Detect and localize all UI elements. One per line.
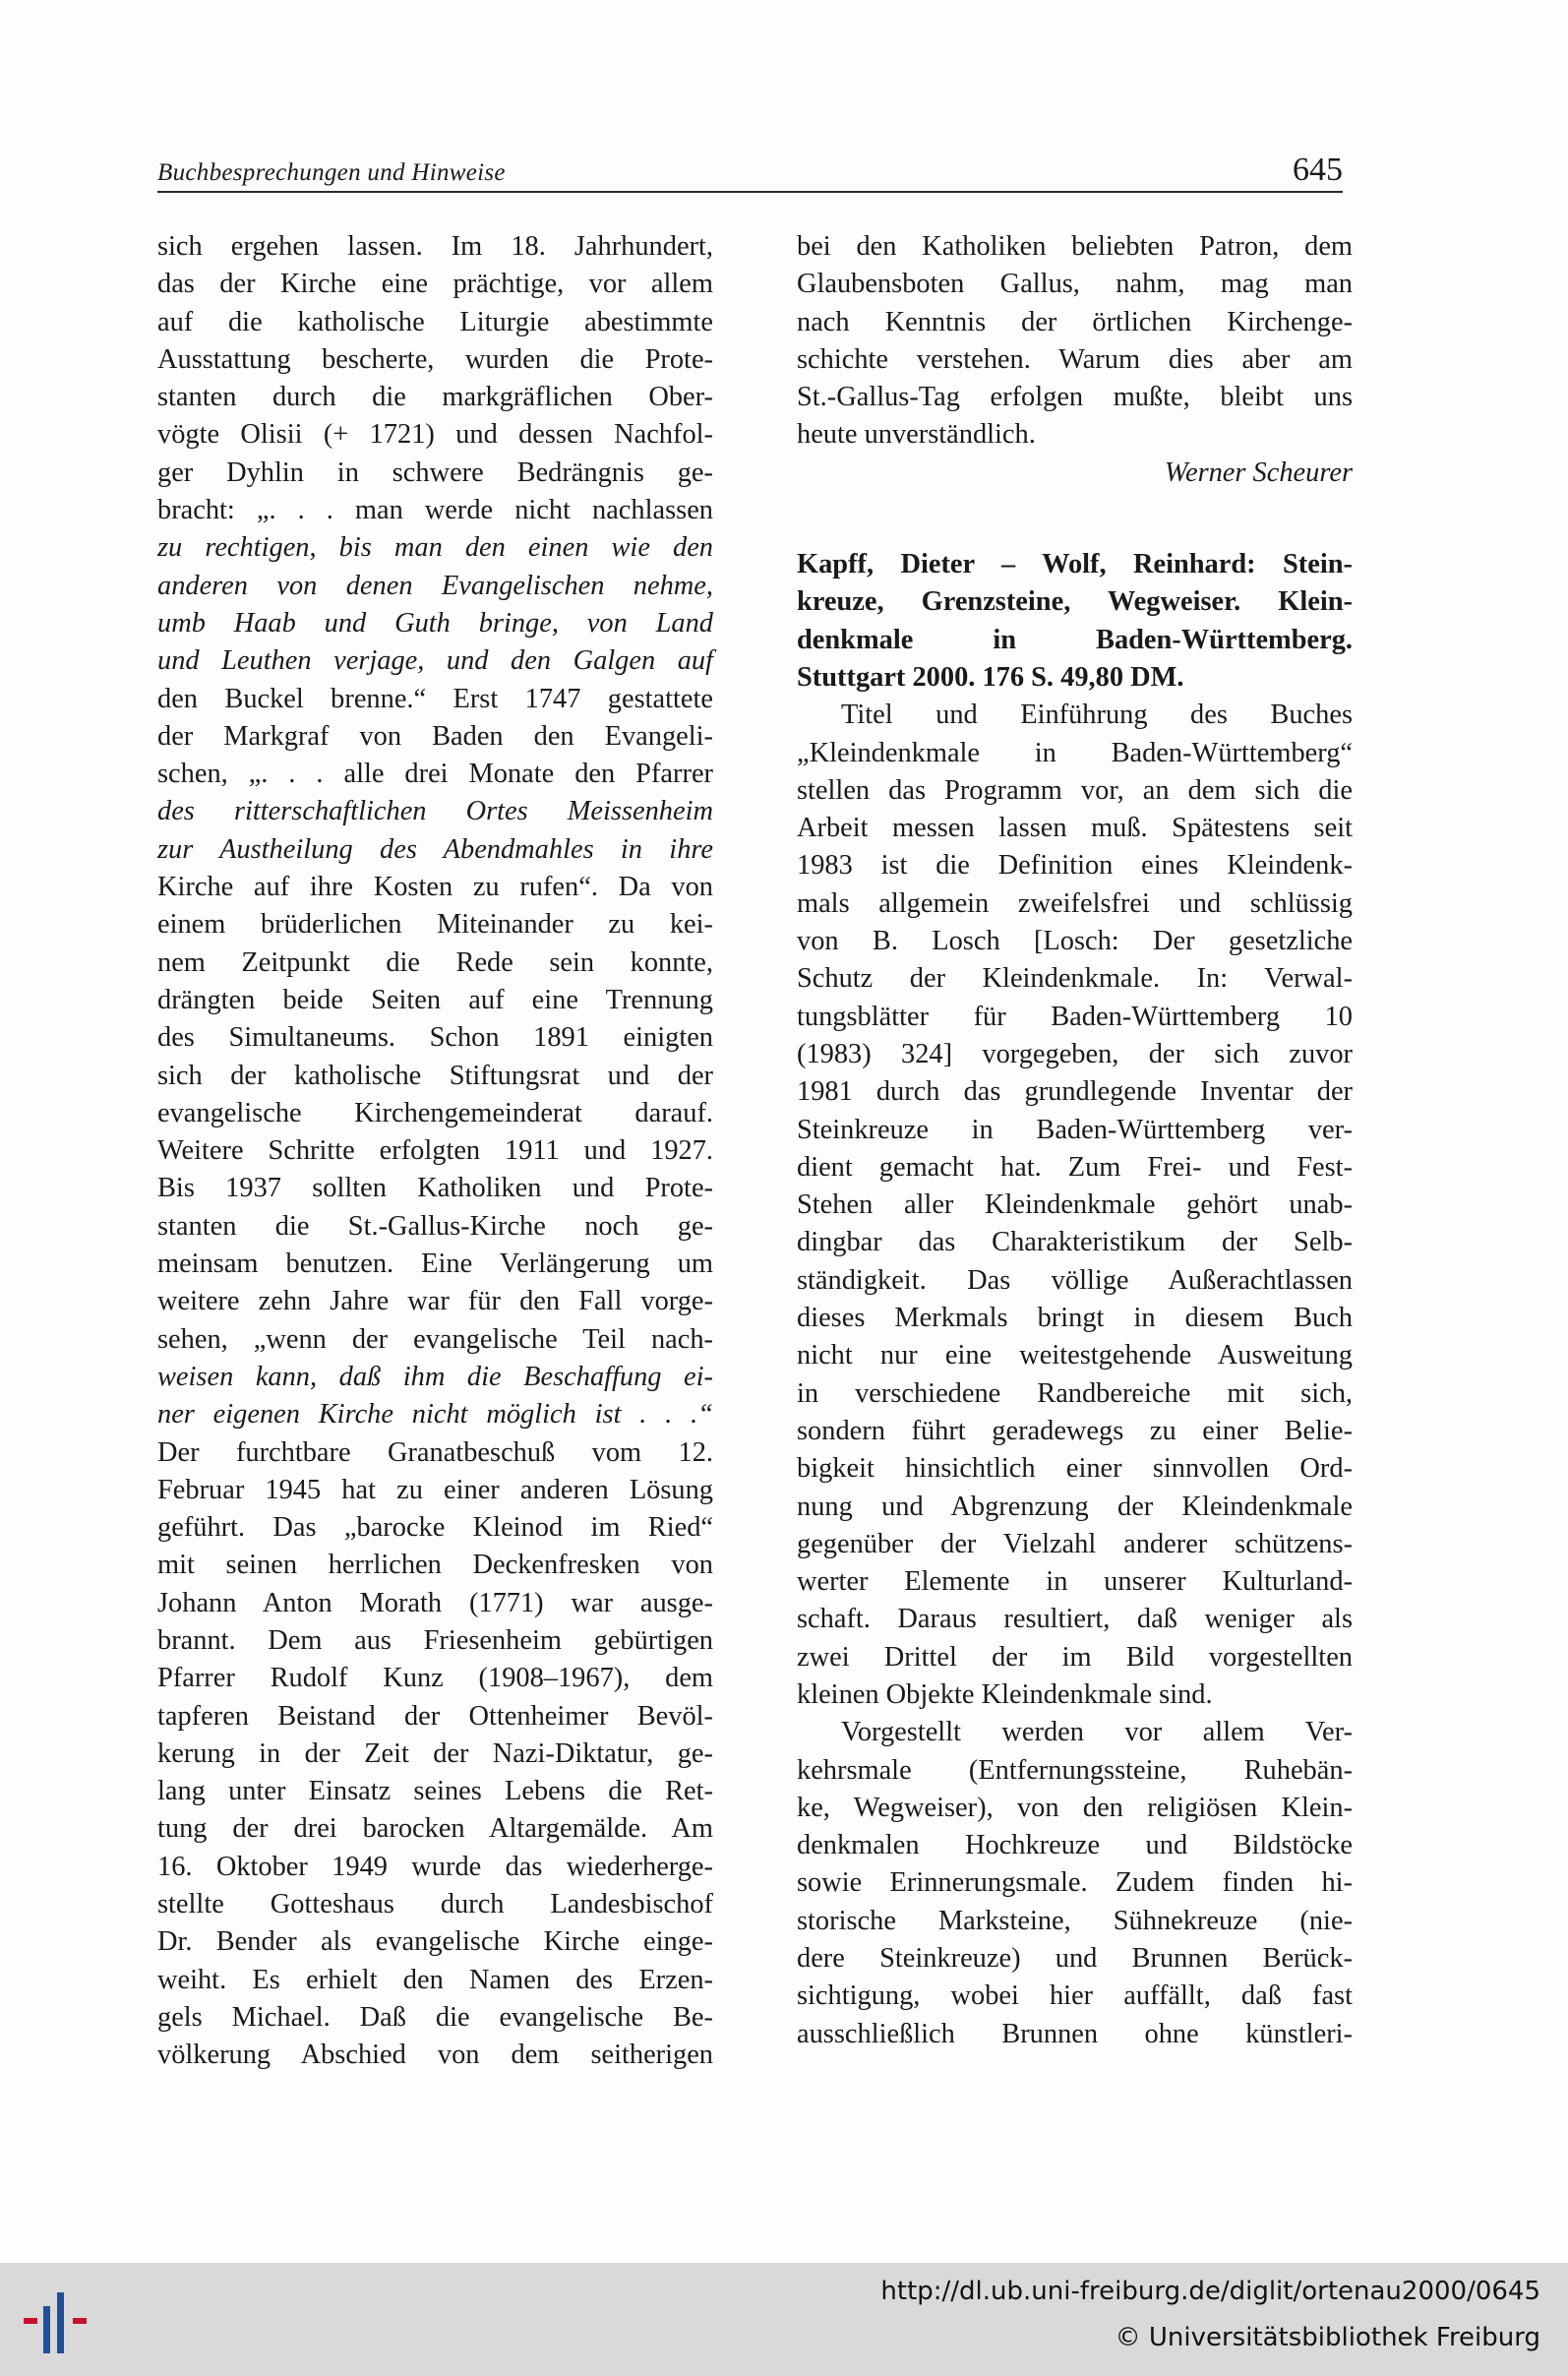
review-heading-line: kreuze, Grenzsteine, Wegweiser. Klein- <box>797 586 1353 618</box>
text-line: auf die katholische Liturgie abestimmte <box>157 306 713 337</box>
text-line: stellte Gotteshaus durch Landesbischof <box>157 1889 713 1920</box>
text-line: Schutz der Kleindenkmale. In: Verwal- <box>797 963 1353 995</box>
review-heading-line: Stuttgart 2000. 176 S. 49,80 DM. <box>797 661 1184 693</box>
text-line: 1983 ist die Definition eines Kleindenk- <box>797 850 1353 882</box>
text-line: sich der katholische Stiftungsrat und der <box>157 1060 713 1091</box>
text-line: von B. Losch [Losch: Der gesetzliche <box>797 926 1353 957</box>
text-line: stanten durch die markgräflichen Ober- <box>157 382 713 413</box>
text-line: dingbar das Charakteristikum der Selb- <box>797 1227 1353 1258</box>
text-line: meinsam benutzen. Eine Verlängerung um <box>157 1249 713 1280</box>
text-line: Johann Anton Morath (1771) war ausge- <box>157 1587 713 1618</box>
text-line: bracht: „. . . man werde nicht nachlassen <box>157 495 713 526</box>
review-heading-line: Kapff, Dieter – Wolf, Reinhard: Stein- <box>797 549 1353 580</box>
text-line: kehrsmale (Entfernungssteine, Ruhebän- <box>797 1754 1353 1786</box>
text-line: kerung in der Zeit der Nazi-Diktatur, ge- <box>157 1737 713 1769</box>
quote-line: und Leuthen verjage, und den Galgen auf <box>157 645 713 677</box>
text-line: storische Marksteine, Sühnekreuze (nie- <box>797 1905 1353 1936</box>
text-line: ausschließlich Brunnen ohne künstleri- <box>797 2018 1353 2049</box>
text-line: in verschiedene Randbereiche mit sich, <box>797 1377 1353 1409</box>
text-line: schen, „. . . alle drei Monate den Pfarrer <box>157 759 713 790</box>
text-line: Kirche auf ihre Kosten zu rufen“. Da von <box>157 872 713 903</box>
text-line: drängten beide Seiten auf eine Trennung <box>157 984 713 1015</box>
text-line: vögte Olisii (+ 1721) und dessen Nachfol- <box>157 419 713 451</box>
text-line: das der Kirche eine prächtige, vor allem <box>157 269 713 300</box>
text-line: mals allgemein zweifelsfrei und schlüssig <box>797 887 1353 919</box>
quote-line: weisen kann, daß ihm die Beschaffung ei- <box>157 1361 713 1392</box>
text-line: Pfarrer Rudolf Kunz (1908–1967), dem <box>157 1663 713 1694</box>
quote-line: anderen von denen Evangelischen nehme, <box>157 570 713 601</box>
quote-line: umb Haab und Guth bringe, von Land <box>157 607 713 639</box>
text-line: denkmalen Hochkreuze und Bildstöcke <box>797 1830 1353 1861</box>
reviewer-signature: Werner Scheurer <box>1164 457 1353 488</box>
text-line: sich ergehen lassen. Im 18. Jahrhundert, <box>157 231 713 262</box>
quote-line: zur Austheilung des Abendmahles in ihre <box>157 833 713 865</box>
text-line: ständigkeit. Das völlige Außerachtlassen <box>797 1264 1353 1296</box>
text-line: sichtigung, wobei hier auffällt, daß fast <box>797 1980 1353 2012</box>
text-line: gegenüber der Vielzahl anderer schützens- <box>797 1528 1353 1559</box>
text-line: dieses Merkmals bringt in diesem Buch <box>797 1303 1353 1334</box>
source-url-link[interactable]: http://dl.ub.uni-freiburg.de/diglit/ortenau2000/0645 <box>880 2277 1540 2306</box>
quote-line: ner eigenen Kirche nicht möglich ist . . .“ <box>157 1399 713 1431</box>
text-line: brannt. Dem aus Friesenheim gebürtigen <box>157 1624 713 1656</box>
text-line: gels Michael. Daß die evangelische Be- <box>157 2001 713 2033</box>
text-line: tung der drei barocken Altargemälde. Am <box>157 1813 713 1845</box>
text-line: 1981 durch das grundlegende Inventar der <box>797 1076 1353 1108</box>
text-line: sehen, „wenn der evangelische Teil nach- <box>157 1323 713 1355</box>
text-line: kleinen Objekte Kleindenkmale sind. <box>797 1678 1213 1710</box>
text-line: des Simultaneums. Schon 1891 einigten <box>157 1022 713 1054</box>
text-line: sondern führt geradewegs zu einer Belie- <box>797 1415 1353 1446</box>
text-line: Der furchtbare Granatbeschuß vom 12. <box>157 1436 713 1468</box>
text-line: heute unverständlich. <box>797 419 1036 451</box>
text-line: nem Zeitpunkt die Rede sein konnte, <box>157 946 713 978</box>
running-title: Buchbesprechungen und Hinweise <box>157 159 506 186</box>
page-number: 645 <box>1293 152 1343 188</box>
text-line: Ausstattung bescherte, wurden die Prote- <box>157 343 713 375</box>
text-line: Arbeit messen lassen muß. Spätestens seit <box>797 813 1353 844</box>
text-line: nicht nur eine weitestgehende Ausweitung <box>797 1340 1353 1371</box>
text-line: Steinkreuze in Baden-Württemberg ver- <box>797 1114 1353 1145</box>
right-text-column <box>797 228 1353 2053</box>
text-line: sowie Erinnerungsmale. Zudem finden hi- <box>797 1867 1353 1899</box>
text-line: Vorgestellt werden vor allem Ver- <box>841 1717 1353 1748</box>
text-line: stanten die St.-Gallus-Kirche noch ge- <box>157 1210 713 1242</box>
quote-line: des ritterschaftlichen Ortes Meissenheim <box>157 796 713 827</box>
text-line: stellen das Programm vor, an dem sich die <box>797 774 1353 806</box>
text-line: weitere zehn Jahre war für den Fall vorge- <box>157 1286 713 1317</box>
text-line: der Markgraf von Baden den Evangeli- <box>157 720 713 752</box>
text-line: evangelische Kirchengemeinderat darauf. <box>157 1097 713 1128</box>
text-line: lang unter Einsatz seines Lebens die Ret- <box>157 1776 713 1807</box>
text-line: nach Kenntnis der örtlichen Kirchenge- <box>797 306 1353 337</box>
text-line: mit seinen herrlichen Deckenfresken von <box>157 1550 713 1581</box>
section-gap <box>797 492 1353 546</box>
text-line: Weitere Schritte erfolgten 1911 und 1927. <box>157 1135 713 1167</box>
text-line: ke, Wegweiser), von den religiösen Klein- <box>797 1792 1353 1823</box>
left-text-column <box>157 228 713 2075</box>
text-line: ger Dyhlin in schwere Bedrängnis ge- <box>157 457 713 488</box>
copyright-notice: © Universitätsbibliothek Freiburg <box>1115 2323 1540 2352</box>
text-line: völkerung Abschied von dem seitherigen <box>157 2040 713 2071</box>
text-line: Bis 1937 sollten Katholiken und Prote- <box>157 1173 713 1204</box>
text-line: „Kleindenkmale in Baden-Württemberg“ <box>797 737 1353 768</box>
text-line: dere Steinkreuze) und Brunnen Berück- <box>797 1943 1353 1975</box>
running-header <box>157 148 1343 193</box>
text-line: Stehen aller Kleindenkmale gehört unab- <box>797 1189 1353 1221</box>
text-line: Titel und Einführung des Buches <box>841 700 1353 731</box>
text-line: (1983) 324] vorgegeben, der sich zuvor <box>797 1038 1353 1069</box>
text-line: schichte verstehen. Warum dies aber am <box>797 343 1353 375</box>
text-line: bigkeit hinsichtlich einer sinnvollen Ord- <box>797 1453 1353 1485</box>
ub-freiburg-logo-icon <box>22 2281 100 2359</box>
text-line: Glaubensboten Gallus, nahm, mag man <box>797 269 1353 300</box>
review-heading-line: denkmale in Baden-Württemberg. <box>797 624 1353 655</box>
text-line: einem brüderlichen Miteinander zu kei- <box>157 909 713 941</box>
text-line: 16. Oktober 1949 wurde das wiederherge- <box>157 1851 713 1882</box>
text-line: St.-Gallus-Tag erfolgen mußte, bleibt uns <box>797 382 1353 413</box>
text-line: geführt. Das „barocke Kleinod im Ried“ <box>157 1512 713 1544</box>
text-line: dient gemacht hat. Zum Frei- und Fest- <box>797 1151 1353 1183</box>
text-line: werter Elemente in unserer Kulturland- <box>797 1566 1353 1598</box>
text-line: tungsblätter für Baden-Württemberg 10 <box>797 1001 1353 1032</box>
text-line: tapferen Beistand der Ottenheimer Bevöl- <box>157 1700 713 1732</box>
text-line: Dr. Bender als evangelische Kirche einge- <box>157 1926 713 1958</box>
text-line: schaft. Daraus resultiert, daß weniger als <box>797 1604 1353 1635</box>
text-line: nung und Abgrenzung der Kleindenkmale <box>797 1491 1353 1522</box>
text-line: Februar 1945 hat zu einer anderen Lösung <box>157 1474 713 1505</box>
text-line: bei den Katholiken beliebten Patron, dem <box>797 231 1353 262</box>
text-line: weiht. Es erhielt den Namen des Erzen- <box>157 1964 713 1995</box>
quote-line: zu rechtigen, bis man den einen wie den <box>157 532 713 564</box>
text-line: den Buckel brenne.“ Erst 1747 gestattete <box>157 683 713 714</box>
text-line: zwei Drittel der im Bild vorgestellten <box>797 1641 1353 1673</box>
